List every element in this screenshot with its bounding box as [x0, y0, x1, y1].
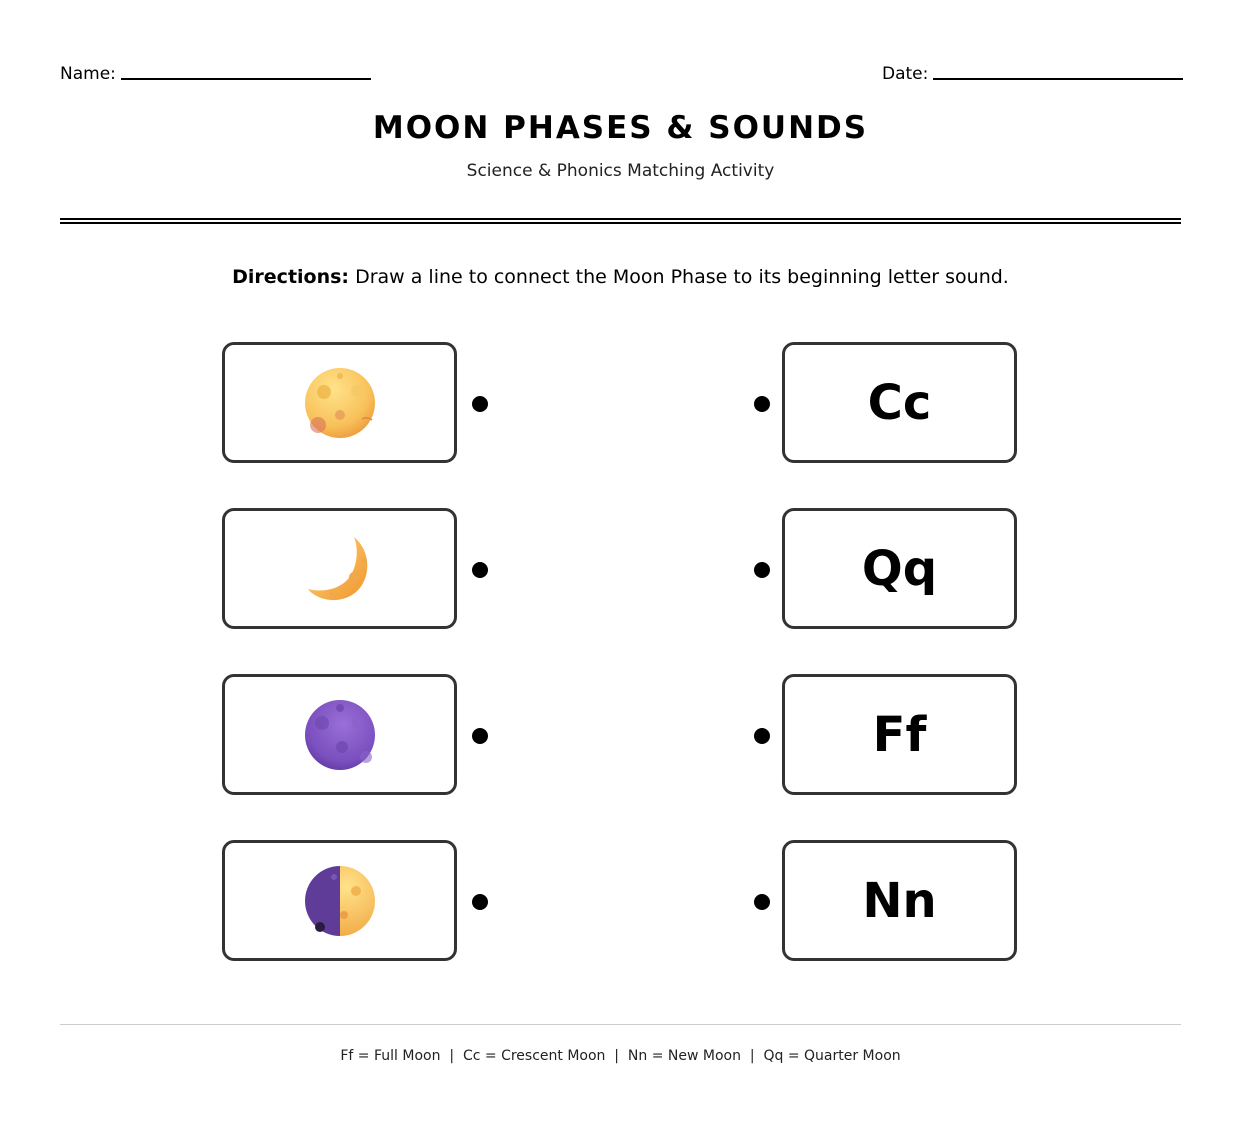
moon-card-full: [222, 342, 457, 463]
name-field[interactable]: [60, 64, 371, 84]
match-dot-left-1[interactable]: [472, 396, 488, 412]
directions-label: Directions:: [232, 266, 350, 288]
header-divider: [60, 218, 1181, 224]
match-dot-right-1[interactable]: [754, 396, 770, 412]
match-dot-right-4[interactable]: [754, 894, 770, 910]
letter-label: Qq: [861, 540, 938, 597]
quarter-moon-icon: [304, 865, 376, 937]
date-field[interactable]: [882, 64, 1183, 84]
letter-label: Cc: [867, 374, 932, 431]
page-subtitle: Science & Phonics Matching Activity: [466, 161, 775, 181]
moon-card-quarter: [222, 840, 457, 961]
answer-key: Ff = Full Moon | Cc = Crescent Moon | Nn = New Moon | Qq = Quarter Moon: [340, 1048, 901, 1064]
letter-card-1: [782, 342, 1017, 463]
full-moon-icon: [304, 367, 376, 439]
new-moon-icon: [304, 699, 376, 771]
letter-label: Ff: [872, 706, 927, 763]
directions-text: Draw a line to connect the Moon Phase to its beginning letter sound.: [349, 266, 1009, 288]
match-dot-left-2[interactable]: [472, 562, 488, 578]
letter-card-4: [782, 840, 1017, 961]
page-title: MOON PHASES & SOUNDS: [372, 110, 869, 146]
moon-card-crescent: [222, 508, 457, 629]
letter-card-2: [782, 508, 1017, 629]
moon-card-new: [222, 674, 457, 795]
match-dot-left-4[interactable]: [472, 894, 488, 910]
crescent-moon-icon: [304, 533, 376, 605]
name-line[interactable]: [121, 78, 371, 80]
match-dot-right-3[interactable]: [754, 728, 770, 744]
date-line[interactable]: [933, 78, 1183, 80]
letter-card-3: [782, 674, 1017, 795]
match-dot-right-2[interactable]: [754, 562, 770, 578]
letter-label: Nn: [862, 872, 937, 929]
directions: [0, 266, 1241, 288]
match-dot-left-3[interactable]: [472, 728, 488, 744]
date-label: Date:: [882, 64, 929, 84]
footer-divider: [60, 1024, 1181, 1025]
name-label: Name:: [60, 64, 116, 84]
